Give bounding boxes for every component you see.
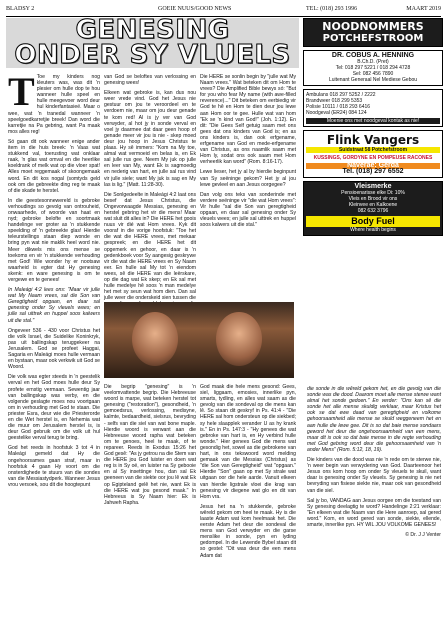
- article-col-4: [104, 384, 196, 634]
- paragraph: T Toe my kinders nog kleuters was, was dit 'n plesier om hulle dop te hou wanneer hulle speel en hulle meegevoer word deur hul kinderfantasieë. Maar o wee, wat 'n tranedal wanneer 'n speelgoedkarretjie breek! Dan word die karretjie na Pa gebring, want Pa maak mos alles reg!: [8, 69, 100, 135]
- ad-vleis: [303, 181, 443, 236]
- ad-emergency-numbers: [303, 89, 443, 127]
- face-left: [132, 312, 178, 366]
- ad-line: Ambulans 018 297 5252 / 2222: [306, 92, 376, 98]
- paragraph: Die Sonlgedeelte in Maleági 4:2 laat ons besef dat Jesus Christus, die Ongevorwaagde Messias, genesing en herstel gebring het vir die mens! Maar wat sluit dit alles in? Die HERE het goois nuus vir dié wat Hom vrees. Kyk dit vooraf in die vorige hoofstuk: "Toe het die wat die HERE vrees, met mekaar gespreek; en die HERE het dit opgemerk en gehoor, en daar is 'n gedenkboek voor Sy aangesig geskrywe vir die wat die HERE vrees en Sy Naam eer. En hulle sal My tot 'n eiendom wees, sê die HERE van die leërskare, op die dag wat Ek skep; en Ek sal met hulle medelye hê soos 'n man medelye het met sy seun wat hom dien. Dan sal julle weer die onderskeid sien tussen die: [104, 191, 197, 302]
- signature: © Dr. J J Venter: [405, 532, 441, 539]
- publication-name: GOEIE NUUS/GOOD NEWS: [158, 6, 232, 12]
- ad-line: Vleis en Brood vir ons: [348, 196, 398, 202]
- phone: TEL: (018) 293 1996: [306, 6, 358, 12]
- article-col-1: [8, 69, 101, 492]
- headline-line2: ONDER SY VLUELS: [14, 40, 291, 70]
- paragraph: Lewe lieser, het jy al by hierdie beginpunt van Sy seëninge gekom? Het jy al jou lewe gevleel en aan Jesus oorgegee?: [200, 169, 296, 188]
- headline: [6, 15, 299, 70]
- ad-dental: [303, 50, 443, 86]
- paragraph: Elkeen wat gebroke is, kan dus nou weer vrede vind. God het Jesus nie gestuur om jou te veroordeel en te verdoem nie, maar om jou deur genade te kom red! Al is jy ver van God verwyder, al hot jy in sonde verval en voel jy daarmee dat daar geen hoop of genade meer vir jou is nie - skep moed deur jou hoop in Jesus Christus te plaas. Hy sê immers: "Kom na My toe, almal wat vermoeid en belas is, en Ek sal julle rus gee. Neem My juk op julle en leer van My, want Ek is sagmoedig en nederig van hart, en julle sal rus vind vir julle siele; want My juk is sag en My las is lig." (Matt. 11:28-30).: [104, 90, 196, 188]
- ad-emergency: [303, 18, 443, 47]
- headline-line1: GENESING: [75, 15, 230, 45]
- advert-column: [303, 18, 443, 239]
- ad-tag: Naverae: Gerda: [306, 163, 440, 169]
- paragraph: die sonde in die wêreld gekom het, en die gevolg van die sonde was die dood. Daarom moet alle mense sterwe want almal het sonde gedoen." En verder: "Ons kan sê die sonde het alle mense skuldig verklaar, maar Kristus het ook se dat ewe daad van geregtigheid en volkome gehoorsaamheid alle mense se skuld weggeneem het en aan hulle die lewe gee. Dit is so dat baie mense sondaars geword het deur die ongehoorsaamheid van een mens, maar dit is ook so dat baie mense in die regte verhouding met God gebring word deur die gehoorsaamheid van 'n ander Mens" (Rom. 5:12, 18, 19).: [307, 386, 441, 453]
- paragraph: In die geestesonnewereld is gebroke verhoudings so gevolg van ontrouheid, onwaarhede, of woorde van haat en nyd; gebroke belofte en soortmaak handelinge ver groter as 'n stukkende speelding of 'n gebreekte glas! Hierdie teleurstellings staan diep wonde en bring pyn wat nie maklik heel word nie. Meer dikwels mis ons mense se toekoms en vir 'n stukkende verhouding met God! Wie wonder hy er nootsaw waarheid is egter dat Hy genesing skenk: en ware genesing is om te vergewe en te genees!: [8, 197, 100, 283]
- ad-dentist-name: DR. COBUS A. HENNING: [331, 52, 415, 59]
- ad-dentist-quals: B.Ch.D. (Pret): [357, 59, 389, 65]
- ad-phone: Tel. (018) 297 6552: [342, 168, 404, 175]
- paragraph: Die kinders van die dood was nie 'n rede om te sterwe nie, 'n weer begin van verwydering van God. Daarteenoor het Jesus ons kom hoop om onder Sy vleuels te skuil, want daar is genesing onder Sy vleuels. Sy genesing is nie net bevryding van fisiese siekte nie, maar ook van gesondheid van die siel.: [307, 457, 441, 494]
- paragraph: Dan volg ons teks van sonderinde met verdere seëninge vir "die wat Hom vrees": Vir hulle "sal die Son van geregtigheid opgaan, en daar sal genesing onder Sy vleuels wees; en julle sal uittrek en huppel soos kalwers uit die stal.": [200, 191, 296, 229]
- paragraph: Die begrip "genesing" is 'n veelomvattende begrip. Die Hebreeuse woord is marpe, wat beteken herstel tot genesing ("restoration"), gesondheid, 'n gemoedsrus, verlossing, medisyne, kalmte, bedaardheid, sielsrus, bevryding - selfs van die siel van wat bone maple. Hierdie woord is verwant aan die Hebreeuse woord rapha wat beteken om te genoes, heel te maak, of te repareer. Reeds in Exodus 15:26 het God gesê: "As jy getrou na die Stem van die HERE jou God luister en doen wat reg is in Sy oë, en luister na Sy gebooie en al Sy insettinge hou, dan sal Ek geeneen van die siekte oor jou lê wat Ek op Egipteland gelê het nie, want Ek is die HERE wat jou gesond maak." In Hebreeus is Sy Naam hier: Ek is Jahweh Rapha.: [104, 384, 196, 506]
- ad-tagline: Moenie ons met noodgeval kontak as nie!: [306, 118, 440, 124]
- ad-flink-vangers: [303, 130, 443, 178]
- ad-line: Brandweer 018 299 5353: [306, 98, 363, 104]
- paragraph: Die volk was egter steeds in 'n geestelik verval en het God moes hulle deur Sy profete ernstig vermaan. Sewentig jaar van ballingskap was verby, en die volgende geslagte moes nou voortgaan om in verhouding met God te staan. Die priester Esra, deur wie die Priesterorde en die Wet herstel is, en Nehemia wat die muur om Jerusalem herstel is, is deur God gebruik om die volk uit hul geestelike verval terug te bring.: [8, 374, 100, 442]
- ad-line: 082 632 3796: [357, 208, 389, 214]
- ad-line: Sel: 082 456 7890: [352, 71, 394, 77]
- ad-address: Suidstraat 58 Potchefstroom: [306, 147, 440, 153]
- paragraph: Só gaan dit ook wanneer enige ander item in die huis breek: 'n Vaas wat stukkend val, toerusting wat onklaar raak, 'n glas wat omval en die heerlike koeldrank of melk wat op die vloer spat! Alles moet reggemaak of skoongemaak word. En dit kos nogal (somtyds geld ook om die gebreekte ding reg te maak of die skade te herstel.: [8, 138, 100, 194]
- ad-line: Polisie 10111 / 018 293 6416: [306, 104, 371, 110]
- paragraph: Sal jy bo, VANDAG aan Jesus oorgee om die toestand van Sy genesing deelagtig te word? Handelinge 2:21 verklaar: "En elkeen wat die Naam van die Here aanroep, sal gered word." Kom, en word gered van sonde, siekte, ellende, smarte, innerlike pyn. HY WIL JOU VOLKOME GENEES!: [307, 497, 441, 528]
- ad-subtitle: POTCHEFSTROOM: [322, 33, 424, 44]
- ad-logo: Body Fuel: [306, 216, 440, 227]
- paragraph: In Maleági 4:2 lees ons: "Maar vir julle wat My Naam vrees, sal die Son van Geregtigheid opgaan, en daar sal genesing onder Sy vleuels wees; en julle sal uittrek en huppel soos kalwers uit die stal.": [8, 287, 100, 324]
- ad-title: Flink Vangers: [326, 133, 420, 147]
- drop-cap: T: [8, 69, 35, 114]
- ad-services: KUSSINGS, GORDYNE EN POMPEUSE RACONES: [313, 155, 433, 161]
- paragraph: God het reeds in hoofstuk 3 tot 4 in Maleági gemeld dat Hy die ongehoorsames gaan straf, maar in hoofstuk 4 gaan Hy voort om die onsterdighede te stuurs van die sondes van die Messiastydperk. Wanneer Jesus vrou versoek, sou dit die hoogtepunt: [8, 445, 100, 488]
- article-col-2: [104, 74, 196, 300]
- paragraph: Die HERE se sonlin begin by "julle wat My Naam vrees." Wat beteken dit om Hom te vrees? Die Amplified Bible bewys só: "But for you who fear My name (with awe-filled reverence)..." Dit beteken om eerbiedig vir God te hê en Hom te dien deur jou lewe aan Hom oor te gee. Hulle wat van hom "Ek se 'n kind van God!" (Joh. 1:12). En dit: "Die Gees Self getuig saam met ons gees dat ons kinders van God is; en as ons kinders is, dan ook erfgename, erfgename van God en mede-erfgename van Christus, as ons naamlik saam met Hom ly, sodat ons ook saam met Hom verheerlik kan word" (Rom. 8:16-17).: [200, 74, 296, 166]
- paragraph: van God se beloftes van verlossing en genesing wees!: [104, 74, 196, 87]
- ad-title: Vleismerke: [354, 183, 392, 190]
- page-number: BLADSY 2: [6, 6, 35, 12]
- ad-line: Noodgeval (ER24) 084 124: [306, 110, 367, 116]
- portrait-photo: [104, 302, 294, 378]
- paragraph: God maak die hele mens gesond: Gees, siel, liggaam, emosies, innerlike pyn, smarts, tydling, en alles wat saam as die gevolg van die sondeval op die mens kan lê. So staan dit geskryf in Ps. 41:4 - "Die HERE sal hom ondersteun op die siekbed; sy hele slaapplek verander U as hy krank is." En in Ps. 147:3 - "Hy genees die wat gebroke van hart is, en Hy verbind hulle wonde." Hier genees God die mens wat gesondig het, sowel as die gebrokene van hart, in ons tekswoord word melding gemaak van die Messias (Christus) as "die Son van Geregtigheid" wat "opgaan." Hierdie "Son" gaan op met Sy strale wat uitgaan oor die hele aarde. Vanuit elkeen van hierdie ligstrale vloei die krag van genesing vir diegene wat glo en dit van Hom vra.: [200, 384, 296, 500]
- paragraph: Jesus het na 'n stukkende, gebroke wêreld gekom om heel te maak. Hy is die laaste Adam wat kom heelmaak het. Die eerste Adam het deur die sondeval die mens van God verwyder en die garse menslike in sonde, pyn en lyding gedompel. In die Lewende Bybel staan dit so gestel: "Dit was deur die een mens Adam dat: [200, 503, 296, 559]
- face-right: [216, 312, 262, 366]
- article-col-5: [200, 384, 296, 634]
- article-col-3: [200, 74, 296, 300]
- ad-line: Kleinvee en Kalkoene: [348, 202, 398, 208]
- ad-line: Luitenant Generaal Nel Mediese Gebou: [328, 77, 418, 83]
- ad-title: NOODNOMMERS: [322, 20, 424, 33]
- ad-line: Tel: 018 297 5221 / 018 294 4728: [335, 65, 411, 71]
- ad-logo-sub: Where health begins: [350, 227, 396, 233]
- paragraph: Ongeveer 536 - 430 voor Christus het die volk Israel, die Suidelike Koninkryk, pas uit ballingskap teruggekeer na Jerusalem. God se profeet Haggai, Sagaria en Maleági moes hulle vermaan en bystaan, maar ook verkwik uit God se Woord.: [8, 327, 101, 371]
- ad-line: Pensioenarisse elke Di: 10%: [341, 190, 405, 196]
- article-col-6: [307, 386, 441, 634]
- issue-date: MAART 2019: [406, 6, 441, 12]
